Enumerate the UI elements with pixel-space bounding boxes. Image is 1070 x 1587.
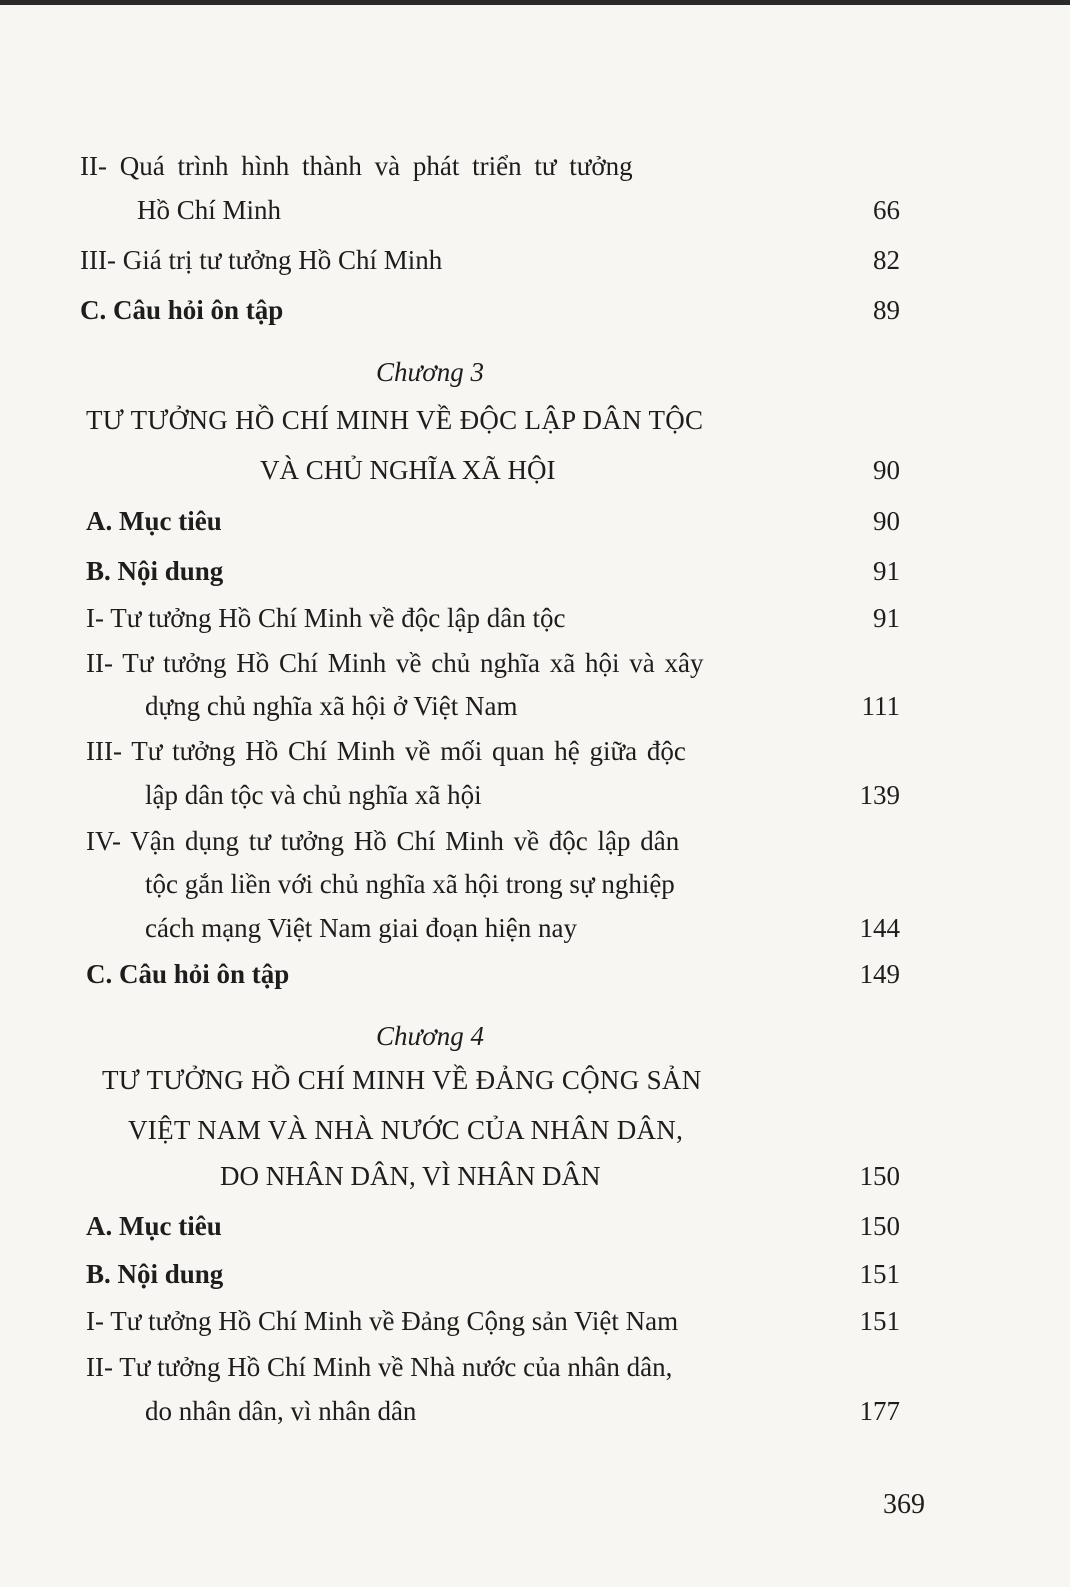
toc-entry-label: IV- Vận dụng tư tưởng Hồ Chí Minh về độc lập dân: [86, 826, 680, 856]
toc-entry-label: C. Câu hỏi ôn tập: [86, 959, 290, 989]
toc-entry-label: cách mạng Việt Nam giai đoạn hiện nay: [145, 913, 577, 943]
chapter-4-title: TƯ TƯỞNG HỒ CHÍ MINH VỀ ĐẢNG CỘNG SẢN: [102, 1065, 702, 1095]
toc-entry-label: C. Câu hỏi ôn tập: [80, 295, 284, 325]
page-number: 369: [883, 1489, 925, 1520]
toc-entry-page: 91: [873, 556, 900, 586]
toc-entry-page: 144: [859, 913, 900, 943]
chapter-3-title: VÀ CHỦ NGHĨA XÃ HỘI: [260, 455, 556, 485]
toc-entry-label: lập dân tộc và chủ nghĩa xã hội: [145, 780, 482, 810]
toc-entry-page: 111: [861, 691, 900, 721]
toc-entry-label: tộc gắn liền với chủ nghĩa xã hội trong sự nghiệp: [145, 869, 675, 899]
toc-entry-page: 177: [859, 1396, 900, 1426]
toc-entry-label: A. Mục tiêu: [86, 1211, 222, 1241]
toc-entry-page: 151: [859, 1306, 900, 1336]
toc-entry-label: I- Tư tưởng Hồ Chí Minh về độc lập dân tộc: [86, 603, 566, 633]
toc-entry-label: B. Nội dung: [86, 1259, 224, 1289]
chapter-4-heading: Chương 4: [376, 1021, 484, 1051]
chapter-3-title: TƯ TƯỞNG HỒ CHÍ MINH VỀ ĐỘC LẬP DÂN TỘC: [86, 405, 704, 435]
chapter-4-title: VIỆT NAM VÀ NHÀ NƯỚC CỦA NHÂN DÂN,: [128, 1115, 684, 1145]
toc-entry-label: II- Quá trình hình thành và phát triển tư tưởng: [80, 151, 633, 181]
toc-entry-page: 151: [859, 1259, 900, 1289]
toc-entry-label: dựng chủ nghĩa xã hội ở Việt Nam: [145, 691, 518, 721]
toc-entry-page: 150: [859, 1161, 900, 1191]
toc-entry-page: 91: [873, 603, 900, 633]
chapter-4-title: DO NHÂN DÂN, VÌ NHÂN DÂN: [220, 1161, 601, 1191]
toc-entry-label: III- Tư tưởng Hồ Chí Minh về mối quan hệ giữa độc: [86, 736, 686, 766]
toc-entry-label: II- Tư tưởng Hồ Chí Minh về Nhà nước của nhân dân,: [86, 1352, 673, 1382]
toc-entry-page: 82: [873, 245, 900, 275]
toc-entry-label: II- Tư tưởng Hồ Chí Minh về chủ nghĩa xã hội và xây: [86, 648, 704, 678]
chapter-3-heading: Chương 3: [376, 357, 484, 387]
toc-entry-page: 150: [859, 1211, 900, 1241]
toc-entry-label: Hồ Chí Minh: [137, 195, 282, 225]
toc-entry-label: B. Nội dung: [86, 556, 224, 586]
toc-entry-label: III- Giá trị tư tưởng Hồ Chí Minh: [80, 245, 443, 275]
toc-entry-label: A. Mục tiêu: [86, 506, 222, 536]
toc-entry-label: I- Tư tưởng Hồ Chí Minh về Đảng Cộng sản Việt Nam: [86, 1306, 679, 1336]
toc-entry-page: 149: [859, 959, 900, 989]
toc-entry-page: 139: [859, 780, 900, 810]
toc-entry-page: 90: [873, 506, 900, 536]
toc-entry-page: 66: [873, 195, 900, 225]
toc-entry-page: 90: [873, 455, 900, 485]
toc-entry-page: 89: [873, 295, 900, 325]
toc-entry-label: do nhân dân, vì nhân dân: [145, 1396, 417, 1426]
